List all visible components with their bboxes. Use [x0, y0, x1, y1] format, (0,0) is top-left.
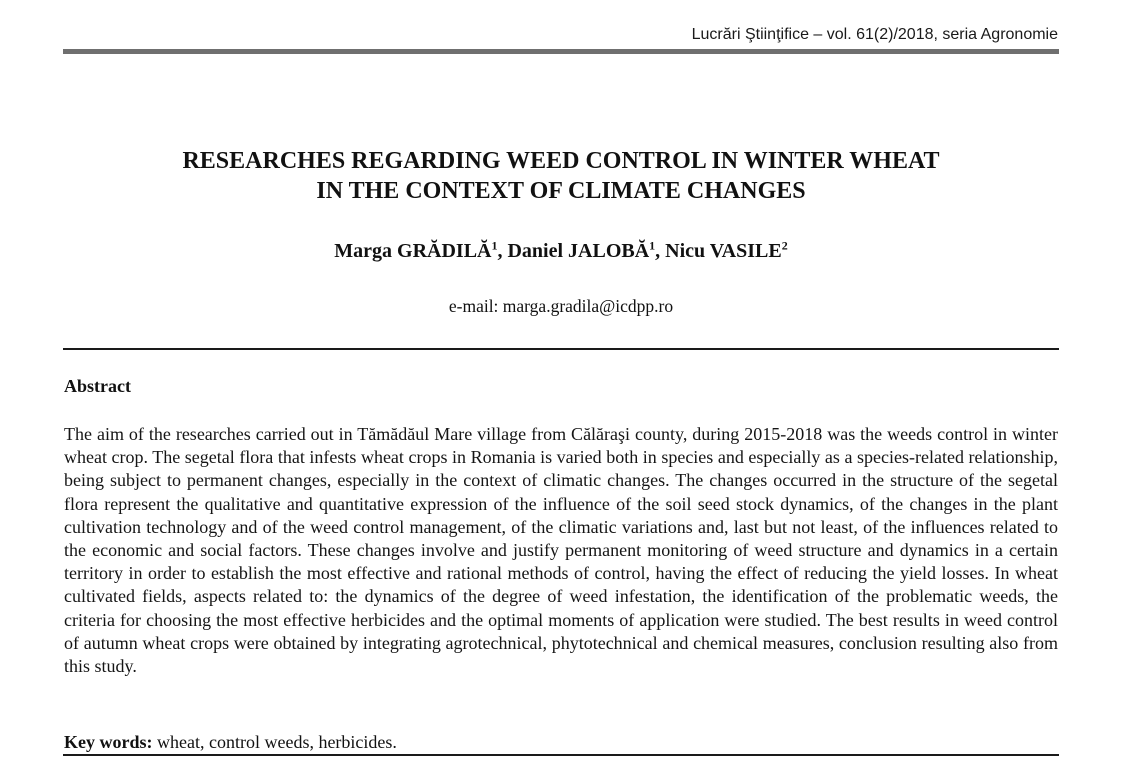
author-list [64, 238, 1058, 264]
abstract-text: The aim of the researches carried out in Tămădăul Mare village from Călăraşi county, during 2015-2018 was the weeds control in winter wheat crop. The segetal flora that infests wheat crops in Romania is varied both in species and especially as a species-related relationship, being subject to permanent changes, especially in the context of climatic changes. The changes occurred in the structure of the segetal flora represent the qualitative and quantitative expression of the influence of the soil seed stock dynamics, of the changes in the plant cultivation technology and of the weed control management, of the climatic variations and, last but not least, of the influences related to the economic and social factors. These changes involve and justify permanent monitoring of weed structure and dynamics in a certain territory in order to establish the most effective and rational methods of control, having the effect of reducing the yield losses. In wheat cultivated fields, aspects related to: the dynamics of the degree of weed infestation, the identification of the problematic weeds, the criteria for choosing the most effective herbicides and the optimal moments of application were studied. The best results in weed control of autumn wheat crops were obtained by integrating agrotechnical, phytotechnical and chemical measures, conclusion resulting also from this study. [64, 424, 1058, 677]
author-name: Nicu VASILE [665, 240, 782, 262]
keywords-text: wheat, control weeds, herbicides. [152, 732, 397, 752]
running-header: Lucrări Ştiinţifice – vol. 61(2)/2018, seria Agronomie [691, 26, 1058, 43]
author-name: Marga GRĂDILĂ [334, 240, 492, 262]
keywords-label: Key words: [64, 732, 153, 752]
keywords-line [64, 731, 397, 754]
contact-email: e-mail: marga.gradila@icdpp.ro [448, 296, 674, 316]
header-rule [63, 49, 1059, 54]
title-line-1: RESEARCHES REGARDING WEED CONTROL IN WINTER WHEAT [182, 148, 940, 174]
abstract-heading: Abstract [64, 376, 131, 396]
author-separator: , [655, 240, 666, 262]
author-affiliation: 2 [781, 238, 788, 253]
title-line-2: IN THE CONTEXT OF CLIMATE CHANGES [316, 178, 806, 204]
author-affiliation: 1 [491, 238, 498, 253]
author-name: Daniel JALOBĂ [507, 240, 650, 262]
paper-title [64, 146, 1058, 206]
author-affiliation: 1 [649, 238, 656, 253]
author-separator: , [497, 240, 508, 262]
section-divider-bottom [63, 754, 1059, 756]
section-divider-top [63, 348, 1059, 350]
